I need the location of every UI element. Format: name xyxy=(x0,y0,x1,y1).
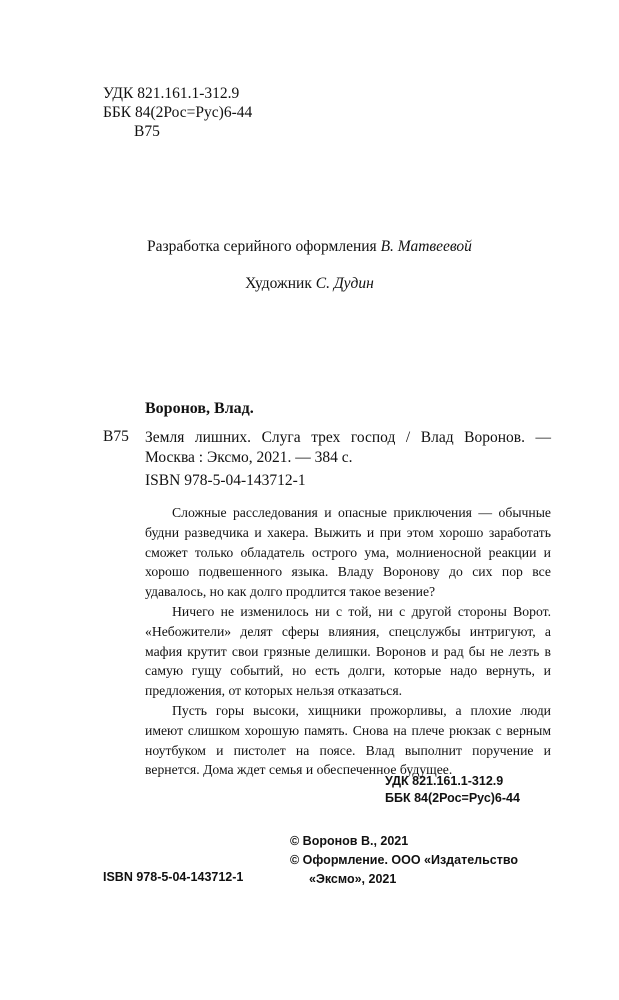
classification-codes xyxy=(103,84,252,141)
annotation-paragraph: Ничего не изменилось ни с той, ни с другой стороны Ворот. «Небожители» делят сферы влияния, спецслужбы интригуют, а мафия крутит свои грязные делишки. Воронов и рад бы не лезть в самую гущу событий, но есть долги, которые надо вернуть, и предложения, от которых нельзя отказаться. xyxy=(145,603,551,699)
artist-name: С. Дудин xyxy=(315,275,374,292)
footer-bbk: ББК 84(2Рос=Рус)6-44 xyxy=(385,791,520,805)
artist-prefix: Художник xyxy=(245,275,312,292)
bbk-code: ББК 84(2Рос=Рус)6-44 xyxy=(103,104,253,121)
description-text: Земля лишних. Слуга трех господ / Влад Воронов. — Москва : Эксмо, 2021. — 384 с. xyxy=(145,429,551,466)
copyright-design-line1: © Оформление. ООО «Издательство xyxy=(290,853,518,867)
isbn-line: ISBN 978-5-04-143712-1 xyxy=(145,472,306,489)
series-designer-name: В. Матвеевой xyxy=(380,238,472,255)
copyright-block xyxy=(290,832,518,889)
copyright-author: © Воронов В., 2021 xyxy=(290,834,409,848)
author-mark: В75 xyxy=(134,123,160,140)
footer-isbn: ISBN 978-5-04-143712-1 xyxy=(103,870,244,884)
bibliographic-description xyxy=(103,428,551,468)
copyright-design-line2: «Эксмо», 2021 xyxy=(309,872,397,886)
udk-code: УДК 821.161.1-312.9 xyxy=(103,85,240,102)
author-heading: Воронов, Влад. xyxy=(145,400,254,417)
annotation xyxy=(145,503,551,780)
footer-udk: УДК 821.161.1-312.9 xyxy=(385,774,504,788)
bibliographic-author-mark: В75 xyxy=(103,428,129,445)
artist-credit xyxy=(0,275,619,293)
annotation-paragraph: Пусть горы высоки, хищники прожорливы, а плохие люди имеют слишком хорошую память. Снова на плече рюкзак с верным ноутбуком и пистолет на поясе. Влад выполнит поручение и вернется. Дома ждет семья и обеспеченное будущее. xyxy=(145,702,551,778)
series-design-credit xyxy=(0,238,619,256)
annotation-paragraph: Сложные расследования и опасные приключения — обычные будни разведчика и хакера. Выжить и при этом хорошо заработать сможет только обладатель острого ума, молниеносной реакции и хорошо подвешенного языка. Владу Воронову до сих пор все удавалось, но как долго продлится такое везение? xyxy=(145,505,551,600)
footer-classification-codes xyxy=(385,773,520,807)
series-design-prefix: Разработка серийного оформления xyxy=(147,238,377,255)
